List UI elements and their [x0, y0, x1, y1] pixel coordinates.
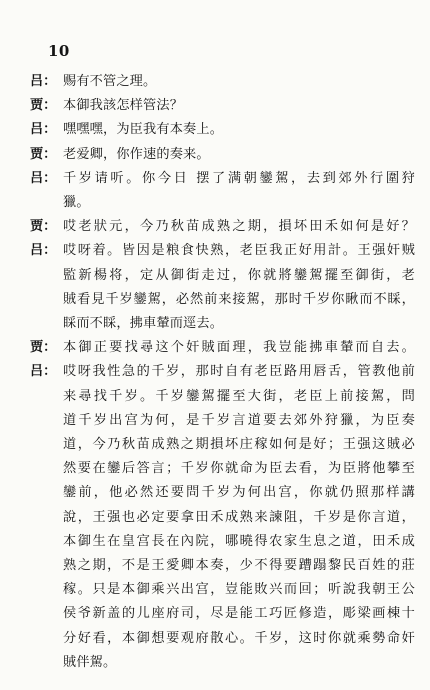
dialogue-line [0, 118, 430, 142]
speaker-label: 吕： [30, 74, 57, 89]
dialogue-text-line: 本御正要找尋这个奸賊面理，我豈能拂車輦而自去。 [63, 340, 415, 356]
dialogue-line [0, 239, 430, 263]
speaker-label: 吕： [30, 170, 57, 186]
dialogue-text-line: 哎呀着。皆因是粮食快熟，老臣我正好用計。王强奸贼 [63, 243, 415, 259]
dialogue-line [0, 481, 430, 505]
dialogue-line [0, 554, 430, 578]
dialogue-text-line: 本御生在皇宫長在內院，哪曉得农家生息之道，田禾成 [63, 533, 415, 549]
speaker-label: 贾： [30, 146, 57, 162]
dialogue-line [0, 651, 430, 675]
dialogue-line [0, 433, 430, 457]
dialogue-line [0, 457, 430, 481]
dialogue-line [0, 215, 430, 239]
dialogue-line [0, 288, 430, 312]
speaker-label: 吕： [30, 243, 57, 259]
dialogue-text-line: 本御我該怎样管法？ [63, 98, 184, 114]
dialogue-text-line: 熟之期，不是王愛卿本奏，少不得要蹧蹋黎民百姓的莊 [63, 558, 415, 573]
dialogue-line [0, 143, 430, 167]
dialogue-line [0, 627, 430, 651]
speaker-label: 贾： [30, 219, 57, 235]
dialogue-line [0, 94, 430, 118]
dialogue-line [0, 312, 430, 336]
dialogue-text-line: 道，今乃秋苗成熟之期損坏庄稼如何是好；王强这賊必 [63, 437, 415, 452]
dialogue-line [0, 191, 430, 215]
dialogue-text-line: 賊伴駕。 [63, 654, 117, 670]
speaker-label: 吕： [30, 364, 57, 380]
dialogue-text-line: 嘿嘿嘿，为臣我有本奏上。 [63, 122, 224, 138]
speaker-label: 贾： [30, 98, 57, 114]
dialogue-line [0, 409, 430, 433]
dialogue-text-line: 獵。 [63, 195, 90, 210]
dialogue-line [0, 578, 430, 602]
dialogue-line [0, 360, 430, 384]
dialogue-text-line: 睬而不睬，拂車輦而逕去。 [63, 316, 224, 331]
dialogue-text-line: 說，王强也必定要拿田禾成熟来諫阻，千岁是你言道， [63, 509, 415, 525]
dialogue-line [0, 336, 430, 360]
dialogue-line [0, 70, 430, 94]
speaker-label: 吕： [30, 122, 57, 138]
dialogue-text-line: 賊看見千岁鑾駕，必然前来接駕，那时千岁你瞅而不睬， [63, 291, 415, 307]
dialogue-text-line: 然要在鑾后答言；千岁你就命为臣去看，为臣將他攀至 [63, 461, 415, 477]
dialogue-text-line: 道千岁出宫为何，是千岁言道要去郊外狩獵，为臣奏 [63, 412, 415, 428]
speaker-label: 贾： [30, 340, 57, 356]
dialogue-text-line: 分好看，本御想要观府散心。千岁，这时你就乘勢命奸 [63, 630, 415, 646]
dialogue-line [0, 506, 430, 530]
dialogue-line [0, 385, 430, 409]
dialogue-text-line: 赐有不管之理。 [63, 74, 157, 89]
dialogue-text-line: 哎呀我性急的千岁，那时自有老臣路用唇舌，管教他前 [63, 364, 415, 380]
dialogue-text-line: 来尋找千岁。千岁鑾駕擺至大街，老臣上前接駕，問 [63, 388, 415, 404]
dialogue-text-line: 監新楊将，定从御街走过，你就將鑾駕擺至御街，老 [63, 267, 415, 283]
page-number: 10 [48, 42, 70, 60]
dialogue-line [0, 602, 430, 626]
dialogue-line [0, 264, 430, 288]
dialogue-text-line: 哎老狀元，今乃秋苗成熟之期，損坏田禾如何是好？ [63, 219, 415, 235]
dialogue-text-line: 稼。只是本御乘兴出宫，豈能敗兴而回；听說我朝王公 [63, 582, 415, 598]
dialogue-line [0, 167, 430, 191]
dialogue-line [0, 530, 430, 554]
dialogue-text-line: 老爱卿，你作速的奏来。 [63, 146, 210, 162]
dialogue-text-line: 鑾前，他必然还要問千岁为何出宫，你就仍照那样講 [63, 485, 415, 501]
dialogue-text-line: 千岁请听。你今日 摆了满朝鑾駕，去到郊外行圍狩 [63, 170, 415, 186]
dialogue-text-line: 侯爷新盖的儿座府司，尽是能工巧匠修造，彫梁画棟十 [63, 606, 415, 622]
